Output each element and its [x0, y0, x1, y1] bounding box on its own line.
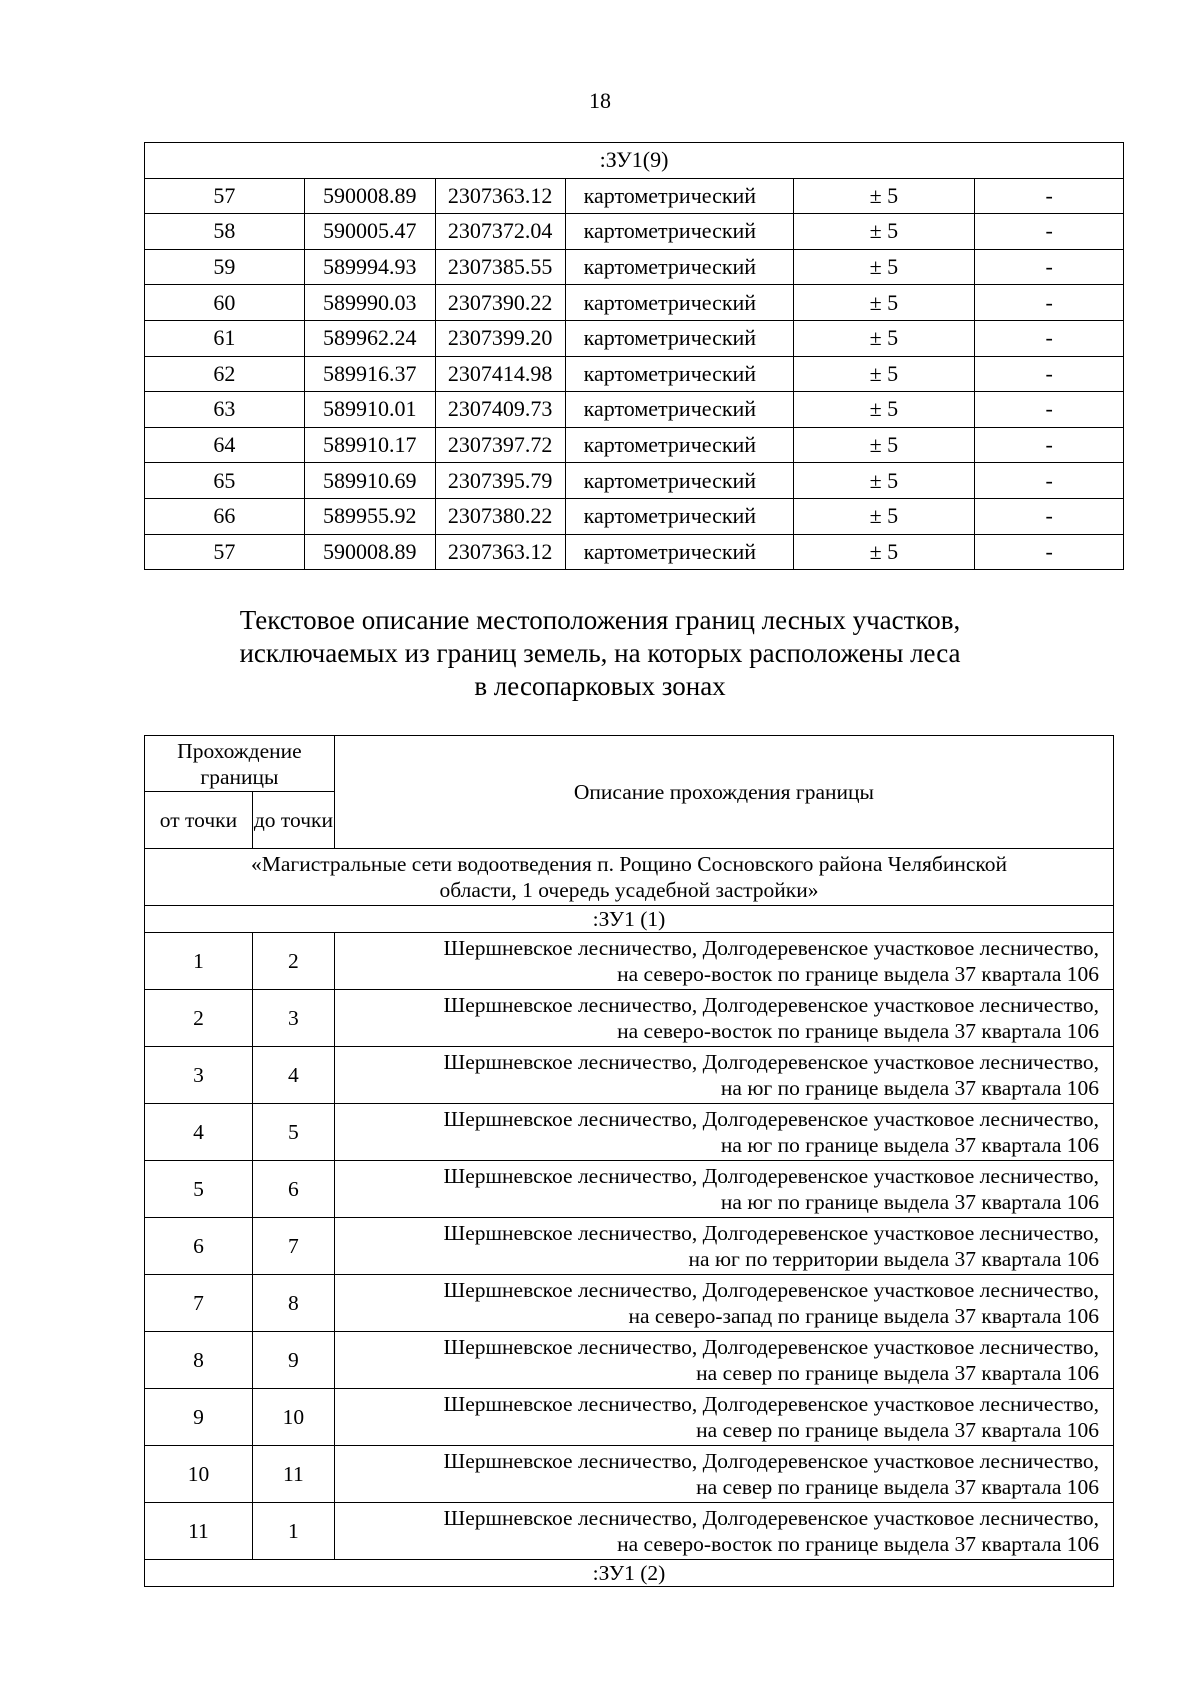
table-row	[145, 933, 1114, 990]
coord-x: 589910.69	[304, 463, 435, 499]
boundary-description	[334, 1389, 1113, 1446]
coord-x: 590008.89	[304, 534, 435, 570]
description-line: на север по границе выдела 37 квартала 106	[696, 1475, 1099, 1499]
table-row	[145, 1047, 1114, 1104]
from-point: 5	[145, 1161, 253, 1218]
point-number: 57	[145, 178, 305, 214]
coord-x: 589910.17	[304, 427, 435, 463]
note: -	[975, 178, 1124, 214]
coordinates-table	[144, 142, 1124, 570]
table-row	[145, 1389, 1114, 1446]
coord-y: 2307409.73	[435, 392, 565, 428]
table-row	[145, 320, 1124, 356]
accuracy: ± 5	[793, 285, 975, 321]
description-line: Шершневское лесничество, Долгодеревенское участковое лесничество,	[443, 1050, 1099, 1074]
description-line: на северо-восток по границе выдела 37 квартала 106	[617, 1019, 1099, 1043]
boundary-description	[334, 990, 1113, 1047]
note: -	[975, 214, 1124, 250]
coord-y: 2307395.79	[435, 463, 565, 499]
table-row	[145, 356, 1124, 392]
object-title-line: области, 1 очередь усадебной застройки»	[439, 878, 819, 902]
boundary-description	[334, 1104, 1113, 1161]
method: картометрический	[565, 392, 793, 428]
note: -	[975, 249, 1124, 285]
table-row	[145, 463, 1124, 499]
table-row	[145, 1275, 1114, 1332]
point-number: 57	[145, 534, 305, 570]
description-line: Шершневское лесничество, Долгодеревенское участковое лесничество,	[443, 1449, 1099, 1473]
description-line: Шершневское лесничество, Долгодеревенское участковое лесничество,	[443, 936, 1099, 960]
to-point: 7	[252, 1218, 334, 1275]
to-point: 9	[252, 1332, 334, 1389]
heading-line: исключаемых из границ земель, на которых расположены леса	[239, 638, 961, 668]
section-label: :ЗУ1 (2)	[145, 1560, 1114, 1587]
table-row	[145, 392, 1124, 428]
method: картометрический	[565, 463, 793, 499]
point-number: 58	[145, 214, 305, 250]
boundary-description	[334, 1275, 1113, 1332]
description-line: на северо-восток по границе выдела 37 квартала 106	[617, 1532, 1099, 1556]
table-row	[145, 1446, 1114, 1503]
section-label: :ЗУ1(9)	[145, 143, 1124, 179]
description-line: на юг по границе выдела 37 квартала 106	[720, 1190, 1099, 1214]
to-point: 1	[252, 1503, 334, 1560]
coord-y: 2307363.12	[435, 178, 565, 214]
header-from-point: от точки	[145, 792, 253, 849]
boundary-description	[334, 1047, 1113, 1104]
method: картометрический	[565, 249, 793, 285]
coord-y: 2307414.98	[435, 356, 565, 392]
coord-y: 2307397.72	[435, 427, 565, 463]
coord-y: 2307399.20	[435, 320, 565, 356]
point-number: 65	[145, 463, 305, 499]
description-line: Шершневское лесничество, Долгодеревенское участковое лесничество,	[443, 1392, 1099, 1416]
note: -	[975, 320, 1124, 356]
boundary-description-table	[144, 735, 1114, 1587]
coord-x: 590008.89	[304, 178, 435, 214]
section-row	[145, 143, 1124, 179]
to-point: 10	[252, 1389, 334, 1446]
section-row	[145, 1560, 1114, 1587]
accuracy: ± 5	[793, 392, 975, 428]
from-point: 3	[145, 1047, 253, 1104]
description-line: на север по границе выдела 37 квартала 106	[696, 1418, 1099, 1442]
note: -	[975, 285, 1124, 321]
description-line: Шершневское лесничество, Долгодеревенское участковое лесничество,	[443, 1164, 1099, 1188]
method: картометрический	[565, 320, 793, 356]
table-row	[145, 1503, 1114, 1560]
accuracy: ± 5	[793, 498, 975, 534]
note: -	[975, 498, 1124, 534]
heading-line: в лесопарковых зонах	[474, 671, 726, 701]
boundary-description	[334, 1503, 1113, 1560]
description-line: на юг по территории выдела 37 квартала 106	[688, 1247, 1099, 1271]
table-row	[145, 178, 1124, 214]
coord-y: 2307380.22	[435, 498, 565, 534]
section-label: :ЗУ1 (1)	[145, 906, 1114, 933]
description-line: на северо-восток по границе выдела 37 квартала 106	[617, 962, 1099, 986]
coord-y: 2307363.12	[435, 534, 565, 570]
boundary-description	[334, 1332, 1113, 1389]
note: -	[975, 392, 1124, 428]
from-point: 4	[145, 1104, 253, 1161]
point-number: 62	[145, 356, 305, 392]
from-point: 1	[145, 933, 253, 990]
boundary-description	[334, 1218, 1113, 1275]
header-passage: Прохождение границы	[145, 736, 335, 792]
object-title-row	[145, 849, 1114, 906]
method: картометрический	[565, 534, 793, 570]
point-number: 63	[145, 392, 305, 428]
accuracy: ± 5	[793, 356, 975, 392]
table-row	[145, 427, 1124, 463]
point-number: 61	[145, 320, 305, 356]
accuracy: ± 5	[793, 249, 975, 285]
to-point: 6	[252, 1161, 334, 1218]
table-row	[145, 1161, 1114, 1218]
description-line: на северо-запад по границе выдела 37 квартала 106	[628, 1304, 1099, 1328]
coord-x: 590005.47	[304, 214, 435, 250]
accuracy: ± 5	[793, 463, 975, 499]
accuracy: ± 5	[793, 320, 975, 356]
table-row	[145, 285, 1124, 321]
table-row	[145, 990, 1114, 1047]
to-point: 3	[252, 990, 334, 1047]
coord-x: 589962.24	[304, 320, 435, 356]
table-row	[145, 534, 1124, 570]
table-row	[145, 1218, 1114, 1275]
point-number: 66	[145, 498, 305, 534]
method: картометрический	[565, 498, 793, 534]
description-line: на север по границе выдела 37 квартала 106	[696, 1361, 1099, 1385]
from-point: 8	[145, 1332, 253, 1389]
section-heading	[0, 604, 1200, 703]
to-point: 8	[252, 1275, 334, 1332]
note: -	[975, 427, 1124, 463]
heading-line: Текстовое описание местоположения границ лесных участков,	[239, 605, 961, 635]
from-point: 2	[145, 990, 253, 1047]
to-point: 4	[252, 1047, 334, 1104]
coord-y: 2307385.55	[435, 249, 565, 285]
description-line: Шершневское лесничество, Долгодеревенское участковое лесничество,	[443, 1221, 1099, 1245]
header-row	[145, 736, 1114, 792]
method: картометрический	[565, 356, 793, 392]
to-point: 11	[252, 1446, 334, 1503]
description-line: на юг по границе выдела 37 квартала 106	[720, 1076, 1099, 1100]
description-line: Шершневское лесничество, Долгодеревенское участковое лесничество,	[443, 1107, 1099, 1131]
table-row	[145, 498, 1124, 534]
coord-x: 589916.37	[304, 356, 435, 392]
from-point: 6	[145, 1218, 253, 1275]
accuracy: ± 5	[793, 214, 975, 250]
accuracy: ± 5	[793, 178, 975, 214]
coord-x: 589910.01	[304, 392, 435, 428]
accuracy: ± 5	[793, 534, 975, 570]
accuracy: ± 5	[793, 427, 975, 463]
description-line: Шершневское лесничество, Долгодеревенское участковое лесничество,	[443, 1278, 1099, 1302]
point-number: 64	[145, 427, 305, 463]
to-point: 5	[252, 1104, 334, 1161]
boundary-description	[334, 1161, 1113, 1218]
description-line: Шершневское лесничество, Долгодеревенское участковое лесничество,	[443, 993, 1099, 1017]
from-point: 9	[145, 1389, 253, 1446]
coord-x: 589955.92	[304, 498, 435, 534]
description-line: Шершневское лесничество, Долгодеревенское участковое лесничество,	[443, 1506, 1099, 1530]
from-point: 10	[145, 1446, 253, 1503]
table-row	[145, 1104, 1114, 1161]
header-to-point: до точки	[252, 792, 334, 849]
description-line: Шершневское лесничество, Долгодеревенское участковое лесничество,	[443, 1335, 1099, 1359]
table-row	[145, 214, 1124, 250]
object-title	[145, 849, 1114, 906]
boundary-description	[334, 933, 1113, 990]
note: -	[975, 534, 1124, 570]
method: картометрический	[565, 285, 793, 321]
table-row	[145, 249, 1124, 285]
coord-x: 589994.93	[304, 249, 435, 285]
coord-y: 2307372.04	[435, 214, 565, 250]
section-row	[145, 906, 1114, 933]
header-description: Описание прохождения границы	[334, 736, 1113, 849]
to-point: 2	[252, 933, 334, 990]
table-row	[145, 1332, 1114, 1389]
from-point: 11	[145, 1503, 253, 1560]
from-point: 7	[145, 1275, 253, 1332]
coord-y: 2307390.22	[435, 285, 565, 321]
boundary-description	[334, 1446, 1113, 1503]
note: -	[975, 356, 1124, 392]
method: картометрический	[565, 214, 793, 250]
page-number: 18	[589, 88, 611, 113]
method: картометрический	[565, 178, 793, 214]
object-title-line: «Магистральные сети водоотведения п. Рощино Сосновского района Челябинской	[250, 852, 1007, 876]
description-line: на юг по границе выдела 37 квартала 106	[720, 1133, 1099, 1157]
coord-x: 589990.03	[304, 285, 435, 321]
note: -	[975, 463, 1124, 499]
point-number: 59	[145, 249, 305, 285]
method: картометрический	[565, 427, 793, 463]
point-number: 60	[145, 285, 305, 321]
